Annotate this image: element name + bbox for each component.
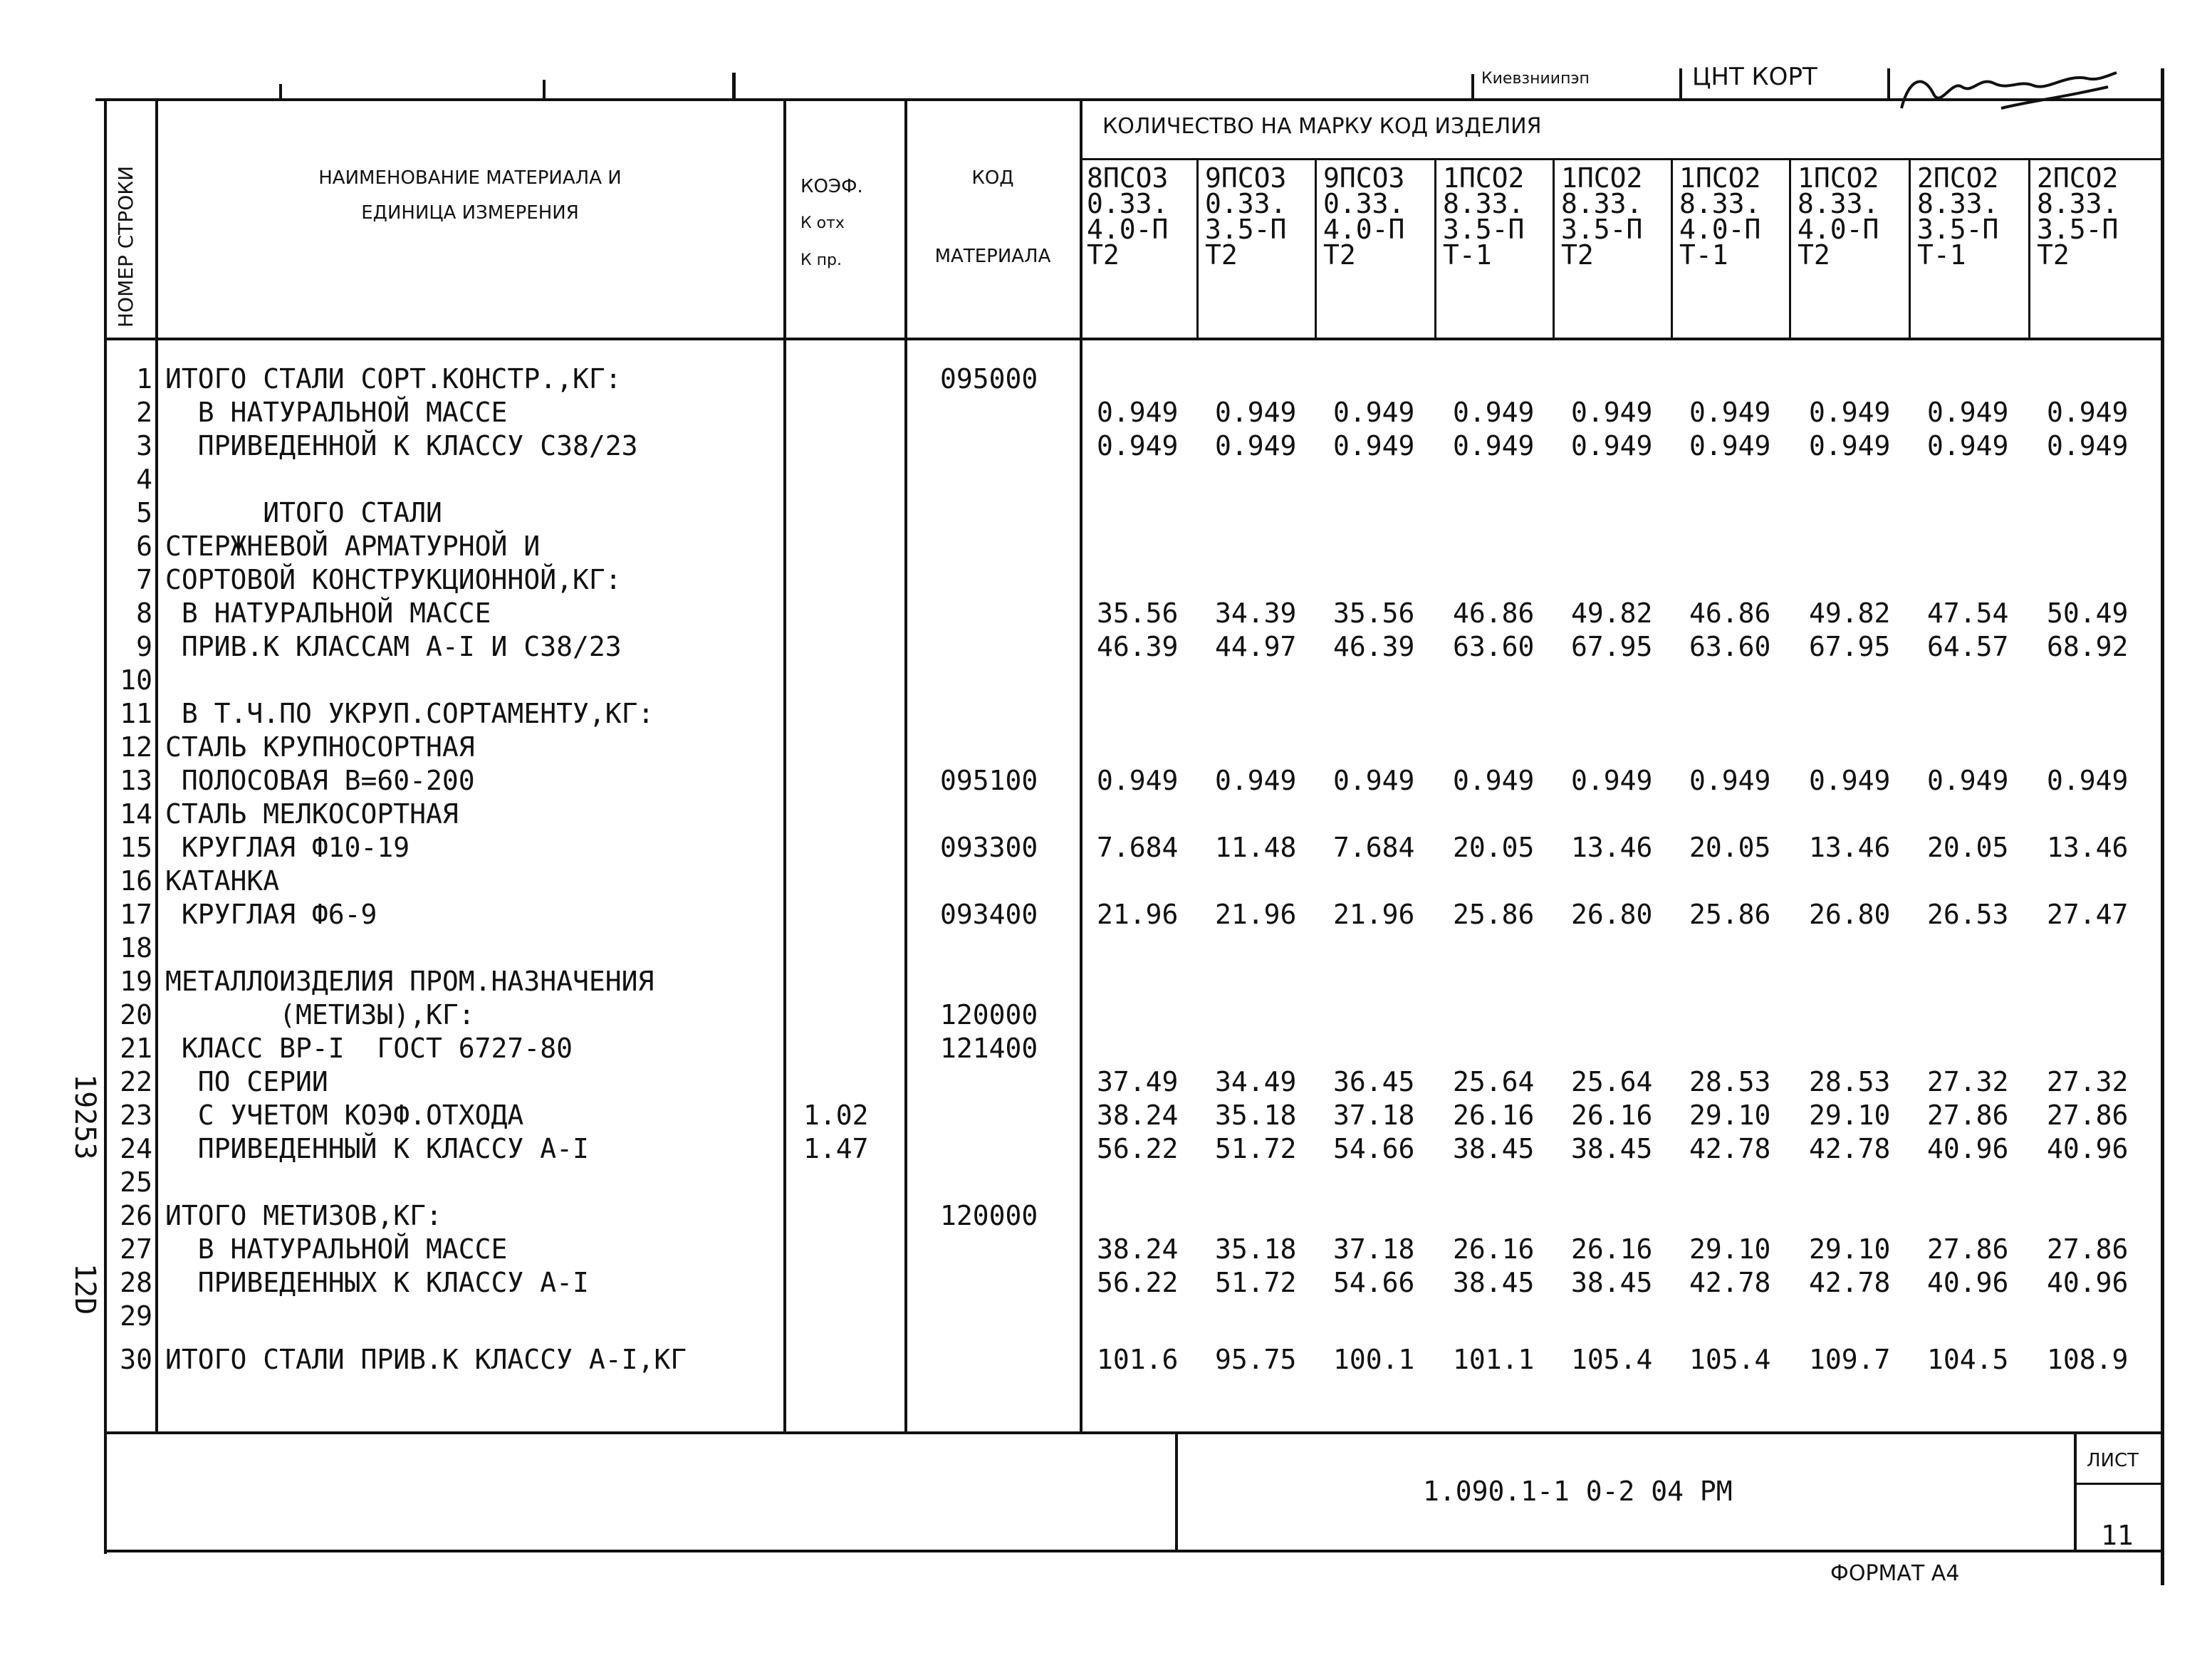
top-tick xyxy=(1679,68,1682,100)
quantity-value: 20.05 xyxy=(1689,832,1771,863)
quantity-value: 27.86 xyxy=(1927,1100,2009,1131)
quantity-value: 29.10 xyxy=(1809,1233,1891,1265)
quantity-value: 34.49 xyxy=(1215,1066,1297,1097)
quantity-value: 0.949 xyxy=(1689,430,1771,461)
quantity-value: 27.47 xyxy=(2047,899,2129,930)
material-code: 120000 xyxy=(940,1200,1038,1231)
row-number: 28 xyxy=(120,1267,152,1298)
quantity-value: 0.949 xyxy=(1571,765,1653,796)
quantity-value: 27.32 xyxy=(2047,1066,2129,1097)
material-code: 095100 xyxy=(940,765,1038,796)
row-number: 19 xyxy=(120,966,152,997)
material-name: ИТОГО СТАЛИ ПРИВ.К КЛАССУ А-I,КГ xyxy=(165,1344,687,1375)
stamp-bottom-line xyxy=(105,1550,2164,1552)
quantity-value: 0.949 xyxy=(1571,397,1653,428)
quantity-value: 35.56 xyxy=(1097,597,1179,629)
quantity-value: 0.949 xyxy=(1097,765,1179,796)
material-name: СТЕРЖНЕВОЙ АРМАТУРНОЙ И xyxy=(165,531,541,562)
quantity-value: 68.92 xyxy=(2047,631,2129,662)
quantity-value: 7.684 xyxy=(1097,832,1179,863)
sheet-label: ЛИСТ xyxy=(2087,1450,2139,1471)
column-code-header xyxy=(909,164,1077,278)
quantity-value: 35.18 xyxy=(1215,1100,1297,1131)
quantity-value: 27.32 xyxy=(1927,1066,2009,1097)
quantity-value: 20.05 xyxy=(1927,832,2009,863)
quantity-value: 38.24 xyxy=(1097,1233,1179,1265)
material-name: КРУГЛАЯ Ф10-19 xyxy=(165,832,410,863)
quantity-value: 0.949 xyxy=(1689,397,1771,428)
quantity-value: 40.96 xyxy=(2047,1133,2129,1164)
quantity-value: 0.949 xyxy=(1453,430,1535,461)
quantity-value: 0.949 xyxy=(1215,397,1297,428)
quantity-value: 42.78 xyxy=(1689,1133,1771,1164)
quantity-value: 0.949 xyxy=(1453,765,1535,796)
quantity-value: 37.18 xyxy=(1333,1233,1415,1265)
quantity-value: 28.53 xyxy=(1689,1066,1771,1097)
quantity-value: 50.49 xyxy=(2047,597,2129,629)
quantity-value: 25.64 xyxy=(1453,1066,1535,1097)
material-code: 120000 xyxy=(940,999,1038,1030)
top-tick xyxy=(543,80,546,100)
quantity-value: 0.949 xyxy=(1689,765,1771,796)
quantity-value: 0.949 xyxy=(1333,765,1415,796)
quantity-value: 0.949 xyxy=(1809,397,1891,428)
quantity-value: 38.45 xyxy=(1571,1267,1653,1298)
quantity-value: 0.949 xyxy=(2047,765,2129,796)
quantity-value: 13.46 xyxy=(1571,832,1653,863)
material-name: (МЕТИЗЫ),КГ: xyxy=(165,999,475,1030)
document-code: 1.090.1-1 0-2 04 РМ xyxy=(1423,1476,1733,1507)
quantity-value: 0.949 xyxy=(1453,397,1535,428)
quantity-value: 44.97 xyxy=(1215,631,1297,662)
material-name: В НАТУРАЛЬНОЙ МАССЕ xyxy=(165,597,491,629)
stamp-divider xyxy=(1175,1433,1178,1551)
material-name: КАТАНКА xyxy=(165,865,280,897)
row-number: 7 xyxy=(136,564,152,595)
mark-header: 9ПСО3 0.33. 3.5-П Т2 xyxy=(1205,162,1287,271)
quantity-value: 27.86 xyxy=(2047,1100,2129,1131)
quantity-value: 108.9 xyxy=(2047,1344,2129,1375)
column-coef-line2: К отх xyxy=(800,214,845,232)
row-number: 15 xyxy=(120,832,152,863)
frame-top-border xyxy=(95,98,2164,101)
mark-header: 1ПСО2 8.33. 4.0-П Т2 xyxy=(1798,162,1879,271)
quantity-value: 100.1 xyxy=(1333,1344,1415,1375)
mark-header: 2ПСО2 8.33. 3.5-П Т2 xyxy=(2037,162,2119,271)
coefficient: 1.47 xyxy=(803,1133,869,1164)
quantity-value: 26.80 xyxy=(1571,899,1653,930)
row-number: 5 xyxy=(136,497,152,528)
quantity-value: 35.56 xyxy=(1333,597,1415,629)
quantity-value: 40.96 xyxy=(1927,1133,2009,1164)
material-name: В НАТУРАЛЬНОЙ МАССЕ xyxy=(165,1233,508,1265)
row-number: 30 xyxy=(120,1344,152,1375)
row-number: 4 xyxy=(136,464,152,495)
quantity-value: 95.75 xyxy=(1215,1344,1297,1375)
quantity-title-line xyxy=(1082,158,2162,160)
material-name: СТАЛЬ МЕЛКОСОРТНАЯ xyxy=(165,798,459,830)
quantity-value: 40.96 xyxy=(1927,1267,2009,1298)
signature-scribble xyxy=(1894,66,2122,122)
quantity-value: 63.60 xyxy=(1689,631,1771,662)
row-number: 27 xyxy=(120,1233,152,1265)
stamp-sheet-divider xyxy=(2074,1433,2077,1551)
quantity-value: 46.39 xyxy=(1333,631,1415,662)
quantity-value: 46.86 xyxy=(1453,597,1535,629)
quantity-value: 104.5 xyxy=(1927,1344,2009,1375)
sheet-number: 11 xyxy=(2101,1520,2134,1551)
row-number: 18 xyxy=(120,932,152,964)
column-coef-line3: К пр. xyxy=(800,251,842,269)
quantity-value: 0.949 xyxy=(1333,430,1415,461)
quantity-value: 56.22 xyxy=(1097,1133,1179,1164)
quantity-value: 51.72 xyxy=(1215,1133,1297,1164)
quantity-value: 37.49 xyxy=(1097,1066,1179,1097)
inventory-number: 19253 xyxy=(68,1074,101,1160)
quantity-value: 0.949 xyxy=(2047,397,2129,428)
quantity-value: 27.86 xyxy=(2047,1233,2129,1265)
quantity-value: 26.16 xyxy=(1571,1233,1653,1265)
quantity-value: 29.10 xyxy=(1689,1100,1771,1131)
row-number: 23 xyxy=(120,1100,152,1131)
column-row-number-header: НОМЕР СТРОКИ xyxy=(114,165,137,328)
row-number: 25 xyxy=(120,1166,152,1198)
mark-header: 1ПСО2 8.33. 3.5-П Т2 xyxy=(1561,162,1643,271)
quantity-value: 49.82 xyxy=(1571,597,1653,629)
material-code: 095000 xyxy=(940,363,1038,395)
top-tick xyxy=(1471,74,1474,100)
quantity-value: 11.48 xyxy=(1215,832,1297,863)
quantity-value: 38.45 xyxy=(1453,1133,1535,1164)
quantity-value: 35.18 xyxy=(1215,1233,1297,1265)
quantity-value: 54.66 xyxy=(1333,1133,1415,1164)
quantity-value: 7.684 xyxy=(1333,832,1415,863)
quantity-value: 105.4 xyxy=(1689,1344,1771,1375)
mark-header: 8ПСО3 0.33. 4.0-П Т2 xyxy=(1087,162,1169,271)
quantity-value: 26.53 xyxy=(1927,899,2009,930)
quantity-value: 42.78 xyxy=(1809,1267,1891,1298)
quantity-value: 26.80 xyxy=(1809,899,1891,930)
quantity-value: 46.39 xyxy=(1097,631,1179,662)
quantity-value: 38.45 xyxy=(1571,1133,1653,1164)
quantity-value: 109.7 xyxy=(1809,1344,1891,1375)
quantity-value: 13.46 xyxy=(2047,832,2129,863)
row-number: 24 xyxy=(120,1133,152,1164)
top-tick xyxy=(279,84,282,100)
quantity-value: 20.05 xyxy=(1453,832,1535,863)
top-tick xyxy=(732,73,736,100)
material-name: ИТОГО СТАЛИ СОРТ.КОНСТР.,КГ: xyxy=(165,363,622,395)
quantity-value: 34.39 xyxy=(1215,597,1297,629)
material-name: КРУГЛАЯ Ф6-9 xyxy=(165,899,377,930)
column-code-line1: КОД xyxy=(971,167,1014,189)
quantity-value: 47.54 xyxy=(1927,597,2009,629)
frame-left-border xyxy=(104,100,107,1554)
row-number: 26 xyxy=(120,1200,152,1231)
quantity-value: 21.96 xyxy=(1215,899,1297,930)
side-note: 12D xyxy=(68,1263,101,1315)
quantity-value: 38.45 xyxy=(1453,1267,1535,1298)
quantity-value: 42.78 xyxy=(1689,1267,1771,1298)
column-name-line2: ЕДИНИЦА ИЗМЕРЕНИЯ xyxy=(361,202,579,224)
quantity-value: 64.57 xyxy=(1927,631,2009,662)
material-code: 093300 xyxy=(940,832,1038,863)
material-name: ПРИВ.К КЛАССАМ А-I И С38/23 xyxy=(165,631,622,662)
row-number: 3 xyxy=(136,430,152,461)
row-number: 6 xyxy=(136,531,152,562)
column-name-header xyxy=(171,161,769,231)
row-number: 11 xyxy=(120,698,152,729)
mark-header: 1ПСО2 8.33. 4.0-П Т-1 xyxy=(1679,162,1761,271)
row-number: 9 xyxy=(136,631,152,662)
quantity-value: 101.1 xyxy=(1453,1344,1535,1375)
column-coef-line1: КОЭФ. xyxy=(800,176,863,197)
quantity-value: 0.949 xyxy=(1097,397,1179,428)
column-coef-header xyxy=(800,168,863,279)
format-label: ФОРМАТ А4 xyxy=(1830,1561,1960,1586)
quantity-value: 67.95 xyxy=(1571,631,1653,662)
material-name: СОРТОВОЙ КОНСТРУКЦИОННОЙ,КГ: xyxy=(165,564,622,595)
quantity-value: 49.82 xyxy=(1809,597,1891,629)
quantity-value: 21.96 xyxy=(1097,899,1179,930)
quantity-value: 51.72 xyxy=(1215,1267,1297,1298)
coefficient: 1.02 xyxy=(803,1100,869,1131)
quantity-value: 0.949 xyxy=(2047,430,2129,461)
quantity-value: 46.86 xyxy=(1689,597,1771,629)
material-name: СТАЛЬ КРУПНОСОРТНАЯ xyxy=(165,731,475,763)
divider-name-coef xyxy=(783,100,786,1433)
material-name: МЕТАЛЛОИЗДЕЛИЯ ПРОМ.НАЗНАЧЕНИЯ xyxy=(165,966,654,997)
column-name-line1: НАИМЕНОВАНИЕ МАТЕРИАЛА И xyxy=(318,167,622,189)
quantity-value: 0.949 xyxy=(1333,397,1415,428)
row-number: 8 xyxy=(136,597,152,629)
mark-header: 2ПСО2 8.33. 3.5-П Т-1 xyxy=(1917,162,1999,271)
header-bottom-line xyxy=(105,338,2162,340)
material-code: 093400 xyxy=(940,899,1038,930)
material-name: ИТОГО МЕТИЗОВ,КГ: xyxy=(165,1200,442,1231)
quantity-value: 40.96 xyxy=(2047,1267,2129,1298)
row-number: 1 xyxy=(136,363,152,395)
material-name: В Т.Ч.ПО УКРУП.СОРТАМЕНТУ,КГ: xyxy=(165,698,654,729)
stamp-sheet-line xyxy=(2075,1483,2162,1485)
row-number: 13 xyxy=(120,765,152,796)
row-number: 21 xyxy=(120,1033,152,1064)
quantity-value: 26.16 xyxy=(1453,1233,1535,1265)
quantity-value: 67.95 xyxy=(1809,631,1891,662)
material-code: 121400 xyxy=(940,1033,1038,1064)
material-name: КЛАСС ВР-I ГОСТ 6727-80 xyxy=(165,1033,573,1064)
quantity-value: 29.10 xyxy=(1689,1233,1771,1265)
frame-right-border xyxy=(2161,68,2164,1585)
quantity-value: 37.18 xyxy=(1333,1100,1415,1131)
quantity-value: 0.949 xyxy=(1927,765,2009,796)
material-name: С УЧЕТОМ КОЭФ.ОТХОДА xyxy=(165,1100,524,1131)
quantity-value: 63.60 xyxy=(1453,631,1535,662)
quantity-title: КОЛИЧЕСТВО НА МАРКУ КОД ИЗДЕЛИЯ xyxy=(1102,114,1542,139)
row-number: 22 xyxy=(120,1066,152,1097)
org-code: ЦНТ КОРТ xyxy=(1692,63,1817,91)
table-bottom-line xyxy=(105,1431,2164,1434)
mark-header: 1ПСО2 8.33. 3.5-П Т-1 xyxy=(1443,162,1525,271)
mark-header: 9ПСО3 0.33. 4.0-П Т2 xyxy=(1323,162,1405,271)
quantity-value: 0.949 xyxy=(1809,430,1891,461)
row-number: 17 xyxy=(120,899,152,930)
quantity-value: 0.949 xyxy=(1927,397,2009,428)
quantity-value: 13.46 xyxy=(1809,832,1891,863)
quantity-value: 21.96 xyxy=(1333,899,1415,930)
quantity-value: 25.86 xyxy=(1689,899,1771,930)
row-number: 20 xyxy=(120,999,152,1030)
material-name: ИТОГО СТАЛИ xyxy=(165,497,442,528)
column-code-line2: МАТЕРИАЛА xyxy=(934,246,1051,267)
quantity-value: 0.949 xyxy=(1097,430,1179,461)
quantity-value: 54.66 xyxy=(1333,1267,1415,1298)
quantity-value: 0.949 xyxy=(1927,430,2009,461)
material-name: В НАТУРАЛЬНОЙ МАССЕ xyxy=(165,397,508,428)
quantity-value: 25.86 xyxy=(1453,899,1535,930)
quantity-value: 0.949 xyxy=(1571,430,1653,461)
row-number: 16 xyxy=(120,865,152,897)
quantity-value: 27.86 xyxy=(1927,1233,2009,1265)
divider-code-qty xyxy=(1080,100,1082,1433)
quantity-value: 42.78 xyxy=(1809,1133,1891,1164)
material-name: ПО СЕРИИ xyxy=(165,1066,328,1097)
quantity-value: 36.45 xyxy=(1333,1066,1415,1097)
material-name: ПОЛОСОВАЯ В=60-200 xyxy=(165,765,475,796)
quantity-value: 0.949 xyxy=(1215,765,1297,796)
quantity-value: 56.22 xyxy=(1097,1267,1179,1298)
quantity-value: 105.4 xyxy=(1571,1344,1653,1375)
row-number: 14 xyxy=(120,798,152,830)
org-label: Киевзниипэп xyxy=(1481,70,1590,88)
row-number: 12 xyxy=(120,731,152,763)
quantity-value: 0.949 xyxy=(1215,430,1297,461)
divider-coef-code xyxy=(904,100,907,1433)
material-name: ПРИВЕДЕННЫХ К КЛАССУ А-I xyxy=(165,1267,589,1298)
divider-number-name xyxy=(155,100,158,1433)
top-tick xyxy=(1887,68,1890,100)
quantity-value: 25.64 xyxy=(1571,1066,1653,1097)
quantity-value: 28.53 xyxy=(1809,1066,1891,1097)
row-number: 10 xyxy=(120,664,152,696)
quantity-value: 26.16 xyxy=(1571,1100,1653,1131)
material-name: ПРИВЕДЕННОЙ К КЛАССУ С38/23 xyxy=(165,430,638,461)
row-number: 2 xyxy=(136,397,152,428)
quantity-value: 38.24 xyxy=(1097,1100,1179,1131)
material-name: ПРИВЕДЕННЫЙ К КЛАССУ А-I xyxy=(165,1133,589,1164)
quantity-value: 0.949 xyxy=(1809,765,1891,796)
quantity-value: 101.6 xyxy=(1097,1344,1179,1375)
row-number: 29 xyxy=(120,1300,152,1332)
quantity-value: 26.16 xyxy=(1453,1100,1535,1131)
quantity-value: 29.10 xyxy=(1809,1100,1891,1131)
